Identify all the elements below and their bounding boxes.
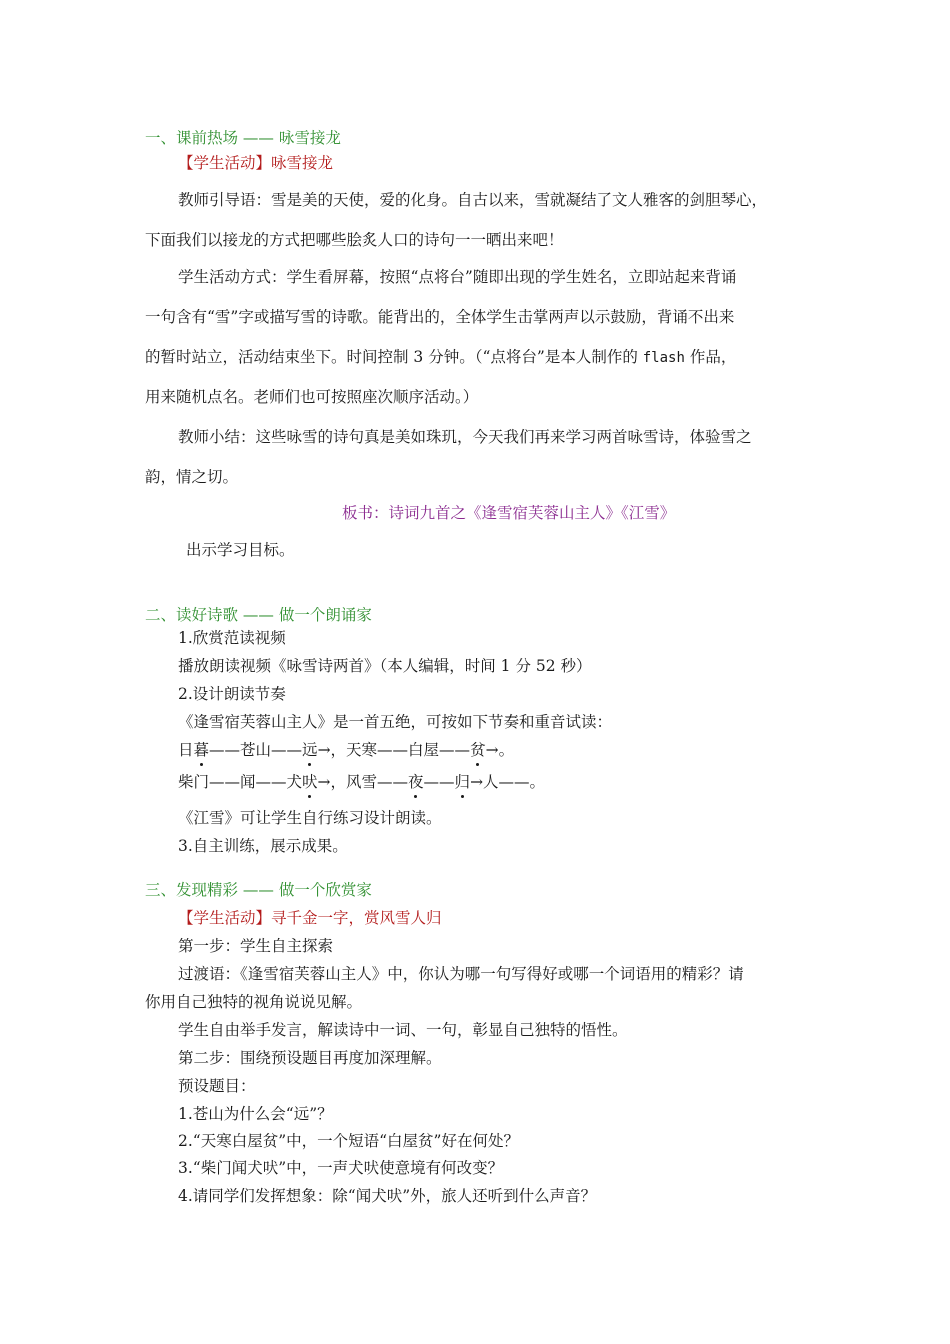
teacher-guide-line-2: 下面我们以接龙的方式把哪些脍炙人口的诗句一一晒出来吧！ <box>145 231 564 249</box>
mode-line-3-b: 作品， <box>684 348 737 366</box>
rhythm-segment: →人——。 <box>470 773 546 791</box>
section-2-heading: 二、读好诗歌 —— 做一个朗诵家 <box>145 606 372 624</box>
rhythm-segment: →，天寒——白屋—— <box>317 741 471 759</box>
blackboard-writing: 板书：诗词九首之《逢雪宿芙蓉山主人》《江雪》 <box>342 504 676 522</box>
student-activity-1 <box>178 153 333 173</box>
teacher-summary-line-1: 教师小结：这些咏雪的诗句真是美如珠玑，今天我们再来学习两首咏雪诗，体验雪之 <box>178 428 752 446</box>
rhythm-segment: 日 <box>178 741 194 759</box>
rhythm-intro: 《逢雪宿芙蓉山主人》是一首五绝，可按如下节奏和重音试读： <box>178 713 613 731</box>
step-2: 第二步：围绕预设题目再度加深理解。 <box>178 1049 442 1067</box>
mode-line-3-a: 的暂时站立，活动结束坐下。时间控制 3 分钟。（“点将台”是本人制作的 <box>145 348 643 366</box>
list-item-1: 1.欣赏范读视频 <box>178 629 286 647</box>
stress-char: 归 <box>454 773 471 791</box>
list-item-3: 3.自主训练，展示成果。 <box>178 837 348 855</box>
student-activity-2: 【学生活动】寻千金一字，赏风雪人归 <box>178 909 442 927</box>
preset-questions-label: 预设题目： <box>178 1077 256 1095</box>
question-3: 3.“柴门闻犬吠”中，一声犬吠使意境有何改变？ <box>178 1159 504 1177</box>
play-video-line: 播放朗读视频《咏雪诗两首》（本人编辑，时间 1 分 52 秒） <box>178 657 592 675</box>
show-objectives: 出示学习目标。 <box>186 541 295 559</box>
section-3-heading: 三、发现精彩 —— 做一个欣赏家 <box>145 881 372 899</box>
question-4: 4.请同学们发挥想象：除“闻犬吠”外，旅人还听到什么声音？ <box>178 1187 597 1205</box>
free-talk: 学生自由举手发言，解读诗中一词、一句，彰显自己独特的悟性。 <box>178 1021 628 1039</box>
flash-word: flash <box>642 350 685 366</box>
question-1: 1.苍山为什么会“远”？ <box>178 1105 333 1123</box>
transition-line-1: 过渡语：《逢雪宿芙蓉山主人》中，你认为哪一句写得好或哪一个词语用的精彩？请 <box>178 965 744 983</box>
teacher-guide-line-1: 教师引导语：雪是美的天使，爱的化身。自古以来，雪就凝结了文人雅客的剑胆琴心， <box>178 191 768 209</box>
jiangxue-practice: 《江雪》可让学生自行练习设计朗读。 <box>178 809 442 827</box>
rhythm-line-1 <box>178 740 514 760</box>
activity-text: 咏雪接龙 <box>271 154 334 172</box>
transition-line-2: 你用自己独特的视角说说见解。 <box>145 993 363 1011</box>
list-item-2: 2.设计朗读节奏 <box>178 685 286 703</box>
rhythm-segment: ——苍山—— <box>209 741 303 759</box>
activity-mode-line-4: 用来随机点名。老师们也可按照座次顺序活动。） <box>145 388 479 406</box>
activity-tag: 【学生活动】 <box>178 154 272 172</box>
section-1-heading: 一、课前热场 —— 咏雪接龙 <box>145 129 341 147</box>
rhythm-segment: 柴门——闻——犬 <box>178 773 303 791</box>
step-1: 第一步：学生自主探索 <box>178 937 334 955</box>
stress-char: 暮 <box>193 741 210 759</box>
activity-mode-line-2: 一句含有“雪”字或描写雪的诗歌。能背出的，全体学生击掌两声以示鼓励，背诵不出来 <box>145 308 735 326</box>
stress-char: 远 <box>302 741 318 759</box>
activity-mode-line-3 <box>145 347 736 368</box>
rhythm-segment: —— <box>423 773 455 791</box>
teacher-summary-line-2: 韵，情之切。 <box>145 468 239 486</box>
stress-char: 夜 <box>408 773 424 791</box>
question-2: 2.“天寒白屋贫”中，一个短语“白屋贫”好在何处？ <box>178 1132 519 1150</box>
stress-char: 贫 <box>470 741 486 759</box>
rhythm-line-2 <box>178 772 545 792</box>
stress-char: 吠 <box>302 773 318 791</box>
activity-mode-line-1: 学生活动方式：学生看屏幕，按照“点将台”随即出现的学生姓名，立即站起来背诵 <box>178 268 737 286</box>
rhythm-segment: →，风雪—— <box>317 773 409 791</box>
rhythm-segment: →。 <box>485 741 515 759</box>
